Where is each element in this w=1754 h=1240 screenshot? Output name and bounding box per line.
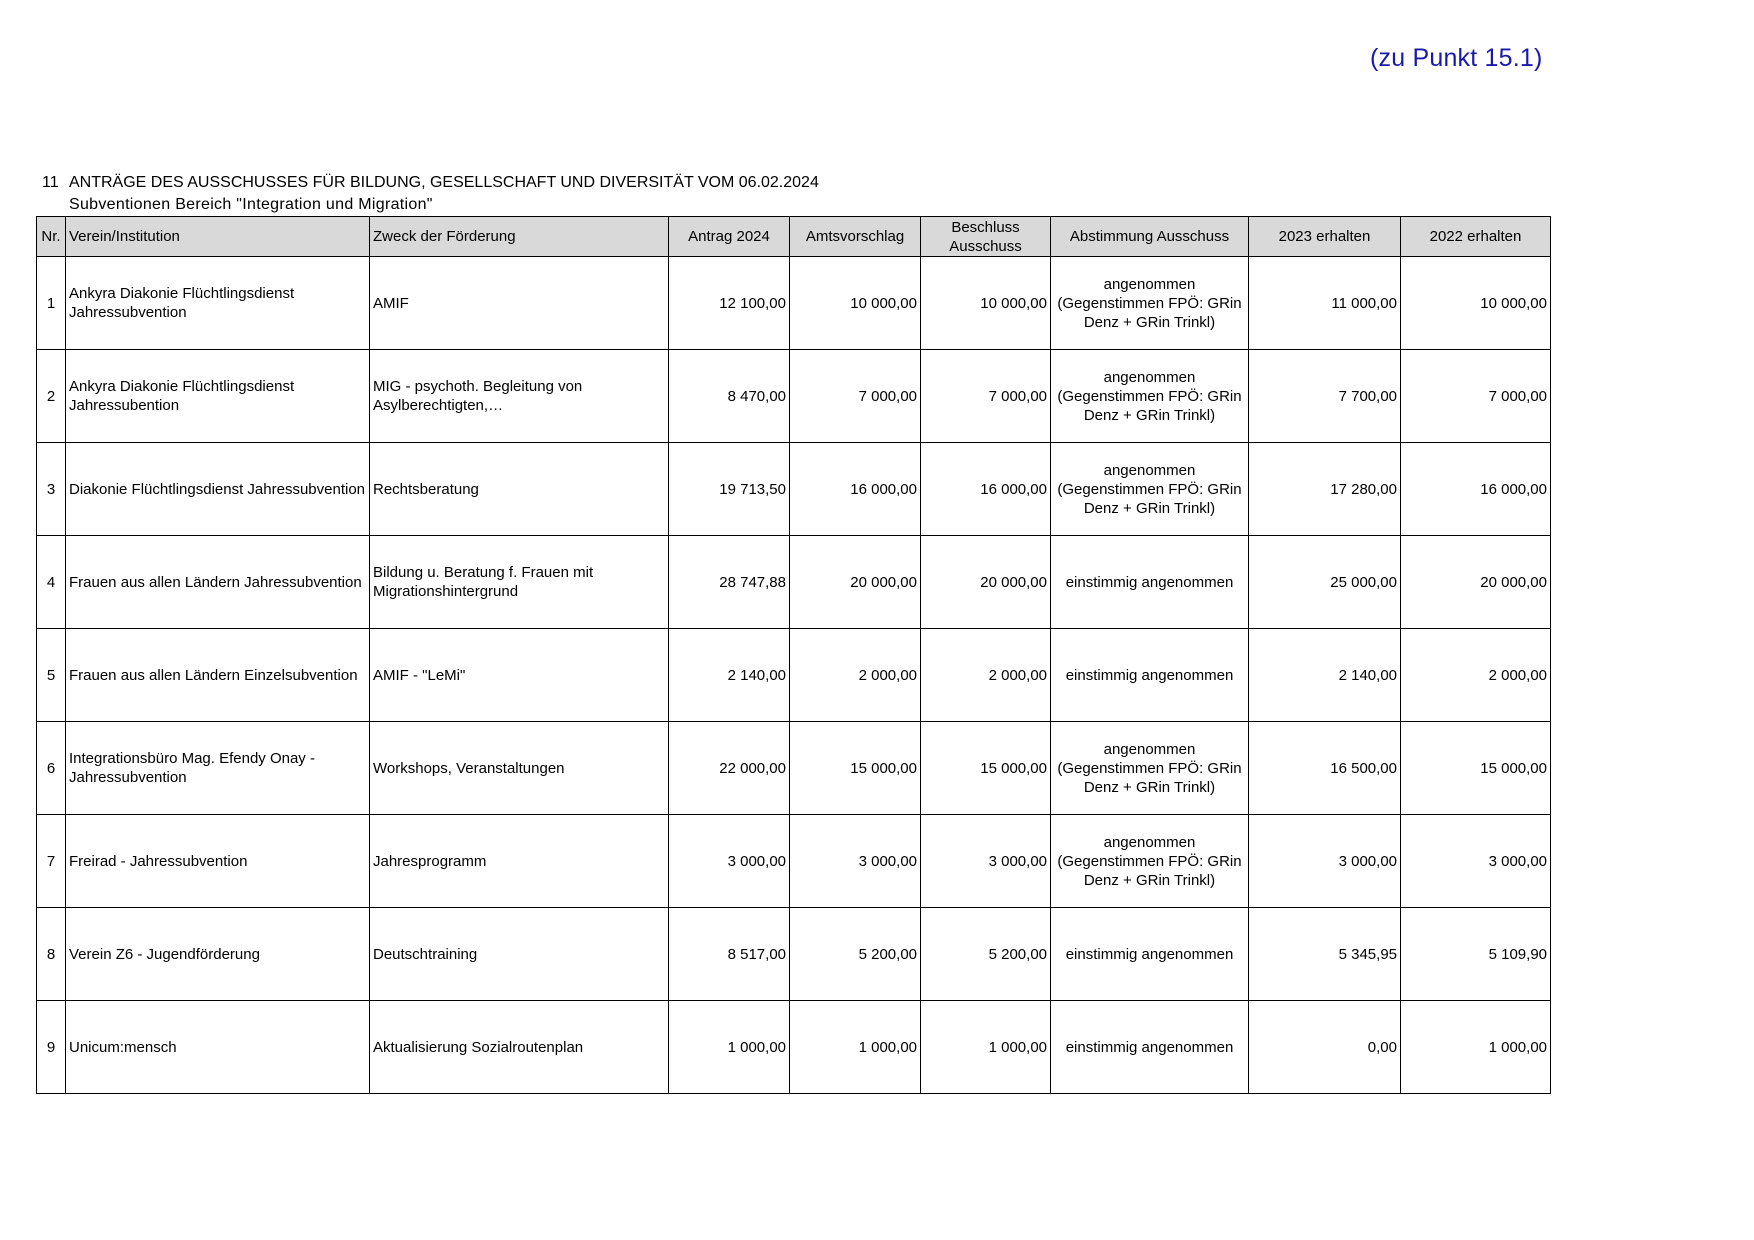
row-vote: angenommen (Gegenstimmen FPÖ: GRin Denz + GRin Trinkl) bbox=[1051, 443, 1249, 536]
row-vote: einstimmig angenommen bbox=[1051, 629, 1249, 722]
section-heading bbox=[42, 172, 819, 194]
row-received-2023: 16 500,00 bbox=[1249, 722, 1401, 815]
row-received-2022: 1 000,00 bbox=[1401, 1001, 1551, 1094]
row-request: 8 470,00 bbox=[669, 350, 790, 443]
row-institution: Diakonie Flüchtlingsdienst Jahressubvention bbox=[66, 443, 370, 536]
row-decision: 2 000,00 bbox=[921, 629, 1051, 722]
row-received-2023: 5 345,95 bbox=[1249, 908, 1401, 1001]
row-proposal: 15 000,00 bbox=[790, 722, 921, 815]
header-decision: Beschluss Ausschuss bbox=[921, 217, 1051, 257]
row-decision: 1 000,00 bbox=[921, 1001, 1051, 1094]
row-institution: Integrationsbüro Mag. Efendy Onay - Jahressubvention bbox=[66, 722, 370, 815]
row-proposal: 10 000,00 bbox=[790, 257, 921, 350]
section-number: 11 bbox=[42, 174, 59, 191]
row-decision: 7 000,00 bbox=[921, 350, 1051, 443]
row-vote: angenommen (Gegenstimmen FPÖ: GRin Denz + GRin Trinkl) bbox=[1051, 350, 1249, 443]
header-received-2022: 2022 erhalten bbox=[1401, 217, 1551, 257]
row-purpose: Workshops, Veranstaltungen bbox=[370, 722, 669, 815]
row-proposal: 3 000,00 bbox=[790, 815, 921, 908]
row-purpose: Aktualisierung Sozialroutenplan bbox=[370, 1001, 669, 1094]
table-row bbox=[37, 908, 1551, 1001]
row-purpose: MIG - psychoth. Begleitung von Asylberechtigten,… bbox=[370, 350, 669, 443]
row-purpose: Jahresprogramm bbox=[370, 815, 669, 908]
row-decision: 16 000,00 bbox=[921, 443, 1051, 536]
row-proposal: 1 000,00 bbox=[790, 1001, 921, 1094]
row-vote: angenommen (Gegenstimmen FPÖ: GRin Denz + GRin Trinkl) bbox=[1051, 722, 1249, 815]
row-received-2022: 10 000,00 bbox=[1401, 257, 1551, 350]
row-received-2022: 16 000,00 bbox=[1401, 443, 1551, 536]
row-purpose: AMIF - "LeMi" bbox=[370, 629, 669, 722]
row-received-2023: 3 000,00 bbox=[1249, 815, 1401, 908]
table-row bbox=[37, 1001, 1551, 1094]
row-request: 22 000,00 bbox=[669, 722, 790, 815]
row-institution: Ankyra Diakonie Flüchtlingsdienst Jahressubention bbox=[66, 350, 370, 443]
row-institution: Verein Z6 - Jugendförderung bbox=[66, 908, 370, 1001]
row-vote: einstimmig angenommen bbox=[1051, 908, 1249, 1001]
row-institution: Frauen aus allen Ländern Jahressubvention bbox=[66, 536, 370, 629]
row-proposal: 7 000,00 bbox=[790, 350, 921, 443]
row-request: 12 100,00 bbox=[669, 257, 790, 350]
table-row bbox=[37, 722, 1551, 815]
section-subtitle: Subventionen Bereich "Integration und Migration" bbox=[69, 196, 433, 213]
row-nr: 1 bbox=[37, 257, 66, 350]
row-decision: 10 000,00 bbox=[921, 257, 1051, 350]
row-decision: 15 000,00 bbox=[921, 722, 1051, 815]
row-received-2022: 2 000,00 bbox=[1401, 629, 1551, 722]
row-purpose: Rechtsberatung bbox=[370, 443, 669, 536]
table-row bbox=[37, 443, 1551, 536]
row-nr: 8 bbox=[37, 908, 66, 1001]
row-purpose: Deutschtraining bbox=[370, 908, 669, 1001]
row-purpose: Bildung u. Beratung f. Frauen mit Migrationshintergrund bbox=[370, 536, 669, 629]
row-nr: 5 bbox=[37, 629, 66, 722]
row-request: 3 000,00 bbox=[669, 815, 790, 908]
row-proposal: 5 200,00 bbox=[790, 908, 921, 1001]
row-received-2022: 3 000,00 bbox=[1401, 815, 1551, 908]
row-vote: angenommen (Gegenstimmen FPÖ: GRin Denz + GRin Trinkl) bbox=[1051, 815, 1249, 908]
header-received-2023: 2023 erhalten bbox=[1249, 217, 1401, 257]
header-nr: Nr. bbox=[37, 217, 66, 257]
row-nr: 7 bbox=[37, 815, 66, 908]
table-row bbox=[37, 350, 1551, 443]
row-institution: Ankyra Diakonie Flüchtlingsdienst Jahressubvention bbox=[66, 257, 370, 350]
row-proposal: 16 000,00 bbox=[790, 443, 921, 536]
row-received-2022: 15 000,00 bbox=[1401, 722, 1551, 815]
row-decision: 20 000,00 bbox=[921, 536, 1051, 629]
row-request: 28 747,88 bbox=[669, 536, 790, 629]
row-request: 1 000,00 bbox=[669, 1001, 790, 1094]
row-received-2022: 20 000,00 bbox=[1401, 536, 1551, 629]
row-vote: einstimmig angenommen bbox=[1051, 536, 1249, 629]
row-vote: angenommen (Gegenstimmen FPÖ: GRin Denz + GRin Trinkl) bbox=[1051, 257, 1249, 350]
row-institution: Frauen aus allen Ländern Einzelsubvention bbox=[66, 629, 370, 722]
row-vote: einstimmig angenommen bbox=[1051, 1001, 1249, 1094]
table-row bbox=[37, 815, 1551, 908]
header-request: Antrag 2024 bbox=[669, 217, 790, 257]
point-reference: (zu Punkt 15.1) bbox=[1370, 44, 1543, 72]
row-received-2023: 0,00 bbox=[1249, 1001, 1401, 1094]
row-purpose: AMIF bbox=[370, 257, 669, 350]
row-request: 8 517,00 bbox=[669, 908, 790, 1001]
row-received-2023: 11 000,00 bbox=[1249, 257, 1401, 350]
row-decision: 3 000,00 bbox=[921, 815, 1051, 908]
row-nr: 2 bbox=[37, 350, 66, 443]
row-received-2023: 2 140,00 bbox=[1249, 629, 1401, 722]
row-decision: 5 200,00 bbox=[921, 908, 1051, 1001]
row-proposal: 20 000,00 bbox=[790, 536, 921, 629]
row-institution: Freirad - Jahressubvention bbox=[66, 815, 370, 908]
header-proposal: Amtsvorschlag bbox=[790, 217, 921, 257]
row-institution: Unicum:mensch bbox=[66, 1001, 370, 1094]
row-nr: 4 bbox=[37, 536, 66, 629]
row-received-2023: 17 280,00 bbox=[1249, 443, 1401, 536]
section-title: ANTRÄGE DES AUSSCHUSSES FÜR BILDUNG, GESELLSCHAFT UND DIVERSITÄT VOM 06.02.2024 bbox=[69, 174, 819, 191]
row-proposal: 2 000,00 bbox=[790, 629, 921, 722]
table-row bbox=[37, 257, 1551, 350]
row-received-2022: 5 109,90 bbox=[1401, 908, 1551, 1001]
table-header-row bbox=[37, 217, 1551, 257]
row-request: 19 713,50 bbox=[669, 443, 790, 536]
table-row bbox=[37, 629, 1551, 722]
row-request: 2 140,00 bbox=[669, 629, 790, 722]
row-received-2022: 7 000,00 bbox=[1401, 350, 1551, 443]
row-nr: 6 bbox=[37, 722, 66, 815]
row-nr: 3 bbox=[37, 443, 66, 536]
row-nr: 9 bbox=[37, 1001, 66, 1094]
subsidy-table bbox=[36, 216, 1551, 1094]
header-institution: Verein/Institution bbox=[66, 217, 370, 257]
row-received-2023: 25 000,00 bbox=[1249, 536, 1401, 629]
table-row bbox=[37, 536, 1551, 629]
row-received-2023: 7 700,00 bbox=[1249, 350, 1401, 443]
header-purpose: Zweck der Förderung bbox=[370, 217, 669, 257]
header-vote: Abstimmung Ausschuss bbox=[1051, 217, 1249, 257]
